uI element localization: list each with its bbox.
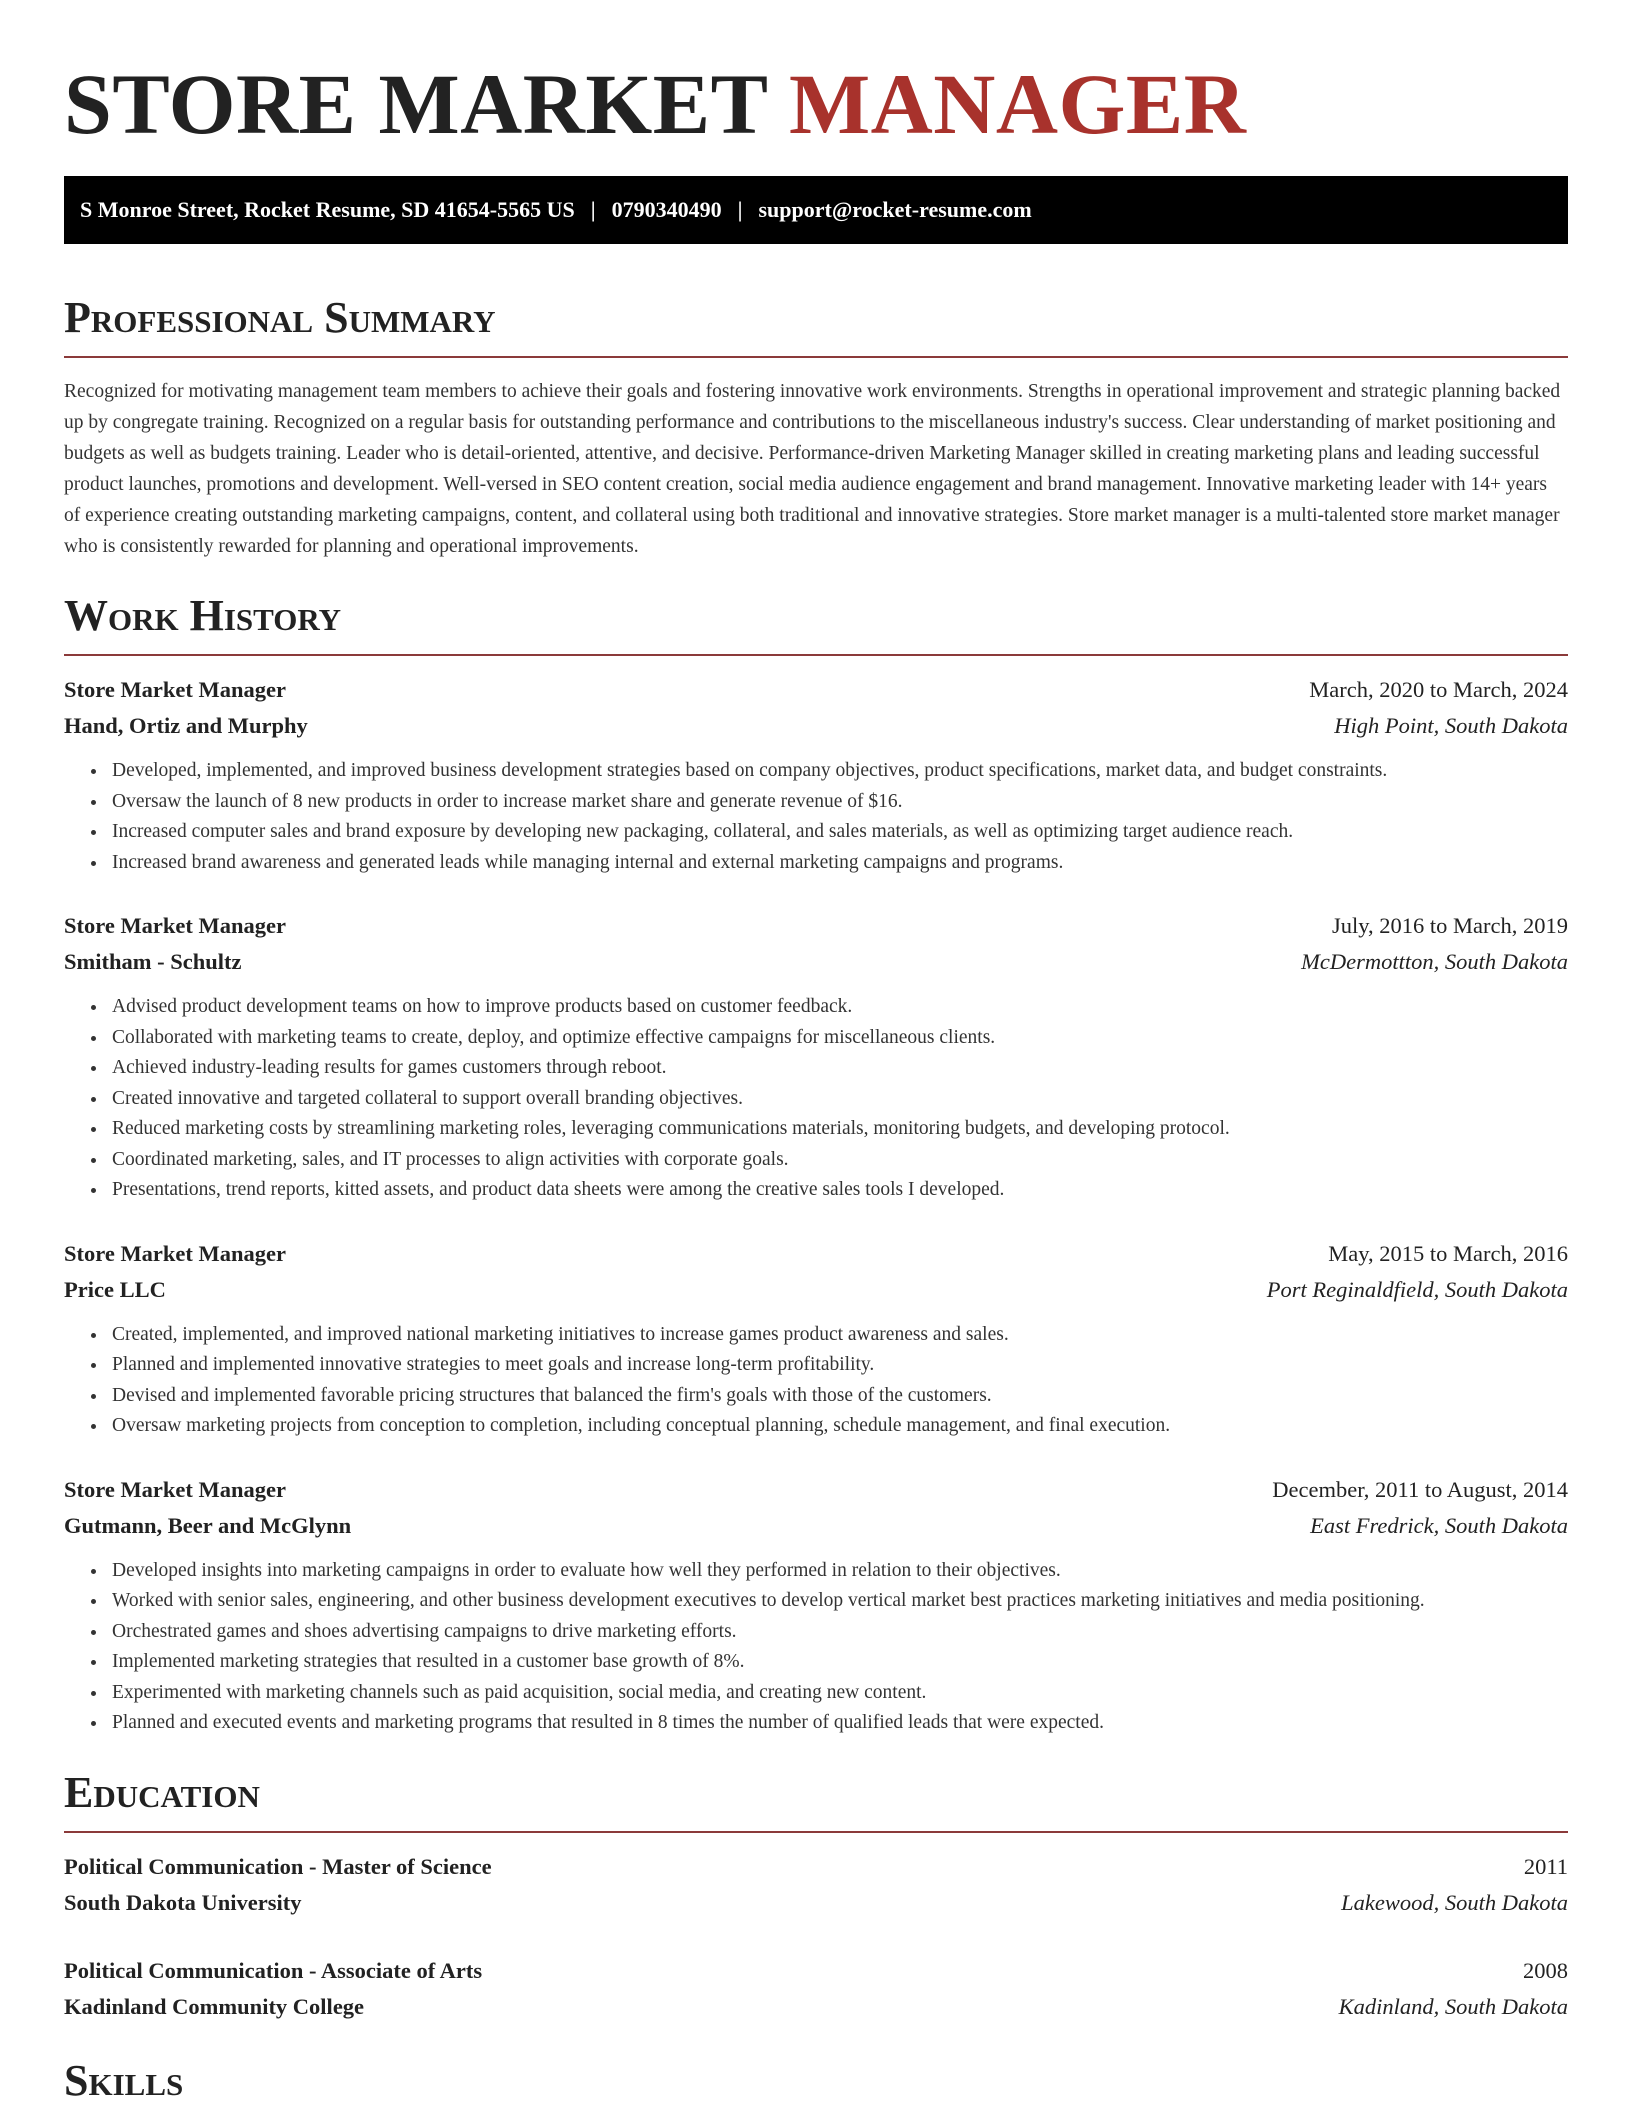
contact-bar [64, 176, 1568, 244]
job-bullet: • Created innovative and targeted collateral to support overall branding objectives. [108, 1084, 1568, 1115]
contact-separator: | [737, 197, 743, 222]
job-company: Smitham - Schultz [64, 949, 242, 974]
job-bullet: • Presentations, trend reports, kitted assets, and product data sheets were among the creative sales tools I developed. [108, 1175, 1568, 1206]
job-company: Hand, Ortiz and Murphy [64, 713, 308, 738]
job-entry [64, 1472, 1568, 1739]
job-bullet-list [64, 756, 1568, 878]
job-entry [64, 1236, 1568, 1442]
education-year: 2008 [1523, 1957, 1568, 1983]
skills-section [64, 2055, 1568, 2107]
contact-separator: | [590, 197, 596, 222]
job-bullet-list [64, 992, 1568, 1206]
education-degree-row [64, 1849, 1568, 1885]
job-entry [64, 908, 1568, 1206]
education-location: Lakewood, South Dakota [1341, 1889, 1568, 1915]
job-title: Store Market Manager [64, 677, 287, 702]
job-header-row [64, 672, 1568, 708]
job-bullet: • Increased brand awareness and generated leads while managing internal and external marketing campaigns and programs. [108, 848, 1568, 879]
contact-email[interactable]: support@rocket-resume.com [758, 197, 1032, 222]
job-dates: December, 2011 to August, 2014 [1272, 1476, 1568, 1502]
education-school: Kadinland Community College [64, 1993, 365, 2019]
job-bullet: • Oversaw the launch of 8 new products in order to increase market share and generate revenue of $16. [108, 787, 1568, 818]
job-header-row [64, 908, 1568, 944]
job-header-row [64, 1236, 1568, 1272]
job-bullet: • Experimented with marketing channels such as paid acquisition, social media, and creating new content. [108, 1678, 1568, 1709]
job-bullet: • Worked with senior sales, engineering, and other business development executives to develop vertical market best practices marketing initiatives and media positioning. [108, 1586, 1568, 1617]
education-degree-row [64, 1953, 1568, 1989]
education-degree: Political Communication - Associate of Arts [64, 1957, 483, 1983]
job-dates: July, 2016 to March, 2019 [1331, 913, 1568, 938]
job-bullet: • Increased computer sales and brand exposure by developing new packaging, collateral, and sales materials, as well as optimizing target audience reach. [108, 817, 1568, 848]
job-company: Gutmann, Beer and McGlynn [64, 1512, 352, 1538]
job-bullet: • Devised and implemented favorable pricing structures that balanced the firm's goals with those of the customers. [108, 1381, 1568, 1412]
job-bullet: • Orchestrated games and shoes advertising campaigns to drive marketing efforts. [108, 1617, 1568, 1648]
job-bullet: • Oversaw marketing projects from conception to completion, including conceptual planning, schedule management, and final execution. [108, 1411, 1568, 1442]
job-company: Price LLC [64, 1276, 166, 1302]
job-title: Store Market Manager [64, 1240, 287, 1266]
education-entry [64, 1953, 1568, 2025]
title-main: STORE MARKET [64, 56, 767, 152]
section-divider [64, 654, 1568, 656]
job-location: Port Reginaldfield, South Dakota [1266, 1276, 1568, 1302]
job-title: Store Market Manager [64, 1476, 287, 1502]
section-heading-summary: Professional Summary [64, 293, 496, 342]
section-heading-work-history: Work History [64, 591, 342, 640]
section-heading-skills: Skills [64, 2055, 184, 2105]
education-degree: Political Communication - Master of Science [64, 1853, 492, 1879]
job-title: Store Market Manager [64, 913, 287, 938]
section-heading-education: Education [64, 1767, 260, 1817]
work-history-section [64, 590, 1568, 1739]
summary-section [64, 292, 1568, 562]
section-divider [64, 356, 1568, 358]
resume-title [64, 56, 1568, 152]
job-company-row [64, 708, 1568, 744]
title-accent: MANAGER [788, 56, 1247, 152]
job-bullet: • Collaborated with marketing teams to create, deploy, and optimize effective campaigns for miscellaneous clients. [108, 1023, 1568, 1054]
job-company-row [64, 1272, 1568, 1308]
job-bullet: • Planned and implemented innovative strategies to meet goals and increase long-term profitability. [108, 1350, 1568, 1381]
education-school-row [64, 1885, 1568, 1921]
job-bullet: • Implemented marketing strategies that resulted in a customer base growth of 8%. [108, 1647, 1568, 1678]
job-bullet: • Developed, implemented, and improved business development strategies based on company objectives, product specifications, market data, and budget constraints. [108, 756, 1568, 787]
job-location: McDermottton, South Dakota [1301, 949, 1568, 974]
job-bullet: • Reduced marketing costs by streamlining marketing roles, leveraging communications materials, monitoring budgets, and developing protocol. [108, 1114, 1568, 1145]
summary-text: Recognized for motivating management team members to achieve their goals and fostering innovative work environments. Strengths in operational improvement and strategic planning backed up by congregate training. Recognized on a regular basis for outstanding performance and contributions to the miscellaneous industry's success. Clear understanding of market positioning and budgets as well as budgets training. Leader who is detail-oriented, attentive, and decisive. Performance-driven Marketing Manager skilled in creating marketing plans and leading successful product launches, promotions and development. Well-versed in SEO content creation, social media audience engagement and brand management. Innovative marketing leader with 14+ years of experience creating outstanding marketing campaigns, content, and collateral using both traditional and innovative strategies. Store market manager is a multi-talented store market manager who is consistently rewarded for planning and operational improvements. [64, 381, 1561, 557]
job-bullet: • Planned and executed events and marketing programs that resulted in 8 times the number of qualified leads that were expected. [108, 1708, 1568, 1739]
job-location: High Point, South Dakota [1334, 713, 1568, 738]
job-dates: May, 2015 to March, 2016 [1328, 1240, 1568, 1266]
job-bullet: • Coordinated marketing, sales, and IT processes to align activities with corporate goals. [108, 1145, 1568, 1176]
job-location: East Fredrick, South Dakota [1310, 1512, 1568, 1538]
education-year: 2011 [1523, 1853, 1568, 1879]
job-header-row [64, 1472, 1568, 1508]
resume-page [64, 0, 1568, 2107]
contact-phone: 0790340490 [611, 197, 722, 222]
job-company-row [64, 944, 1568, 980]
job-bullet: • Advised product development teams on how to improve products based on customer feedback. [108, 992, 1568, 1023]
job-bullet-list [64, 1320, 1568, 1442]
job-bullet: • Developed insights into marketing campaigns in order to evaluate how well they performed in relation to their objectives. [108, 1556, 1568, 1587]
job-bullet: • Created, implemented, and improved national marketing initiatives to increase games product awareness and sales. [108, 1320, 1568, 1351]
education-entry [64, 1849, 1568, 1921]
job-dates: March, 2020 to March, 2024 [1309, 677, 1568, 702]
job-bullet: • Achieved industry-leading results for games customers through reboot. [108, 1053, 1568, 1084]
job-company-row [64, 1508, 1568, 1544]
education-section [64, 1767, 1568, 2025]
education-school-row [64, 1989, 1568, 2025]
education-location: Kadinland, South Dakota [1338, 1993, 1568, 2019]
job-entry [64, 672, 1568, 878]
section-divider [64, 1831, 1568, 1833]
contact-address: S Monroe Street, Rocket Resume, SD 41654-5565 US [80, 197, 575, 222]
job-bullet-list [64, 1556, 1568, 1739]
education-school: South Dakota University [64, 1889, 302, 1915]
